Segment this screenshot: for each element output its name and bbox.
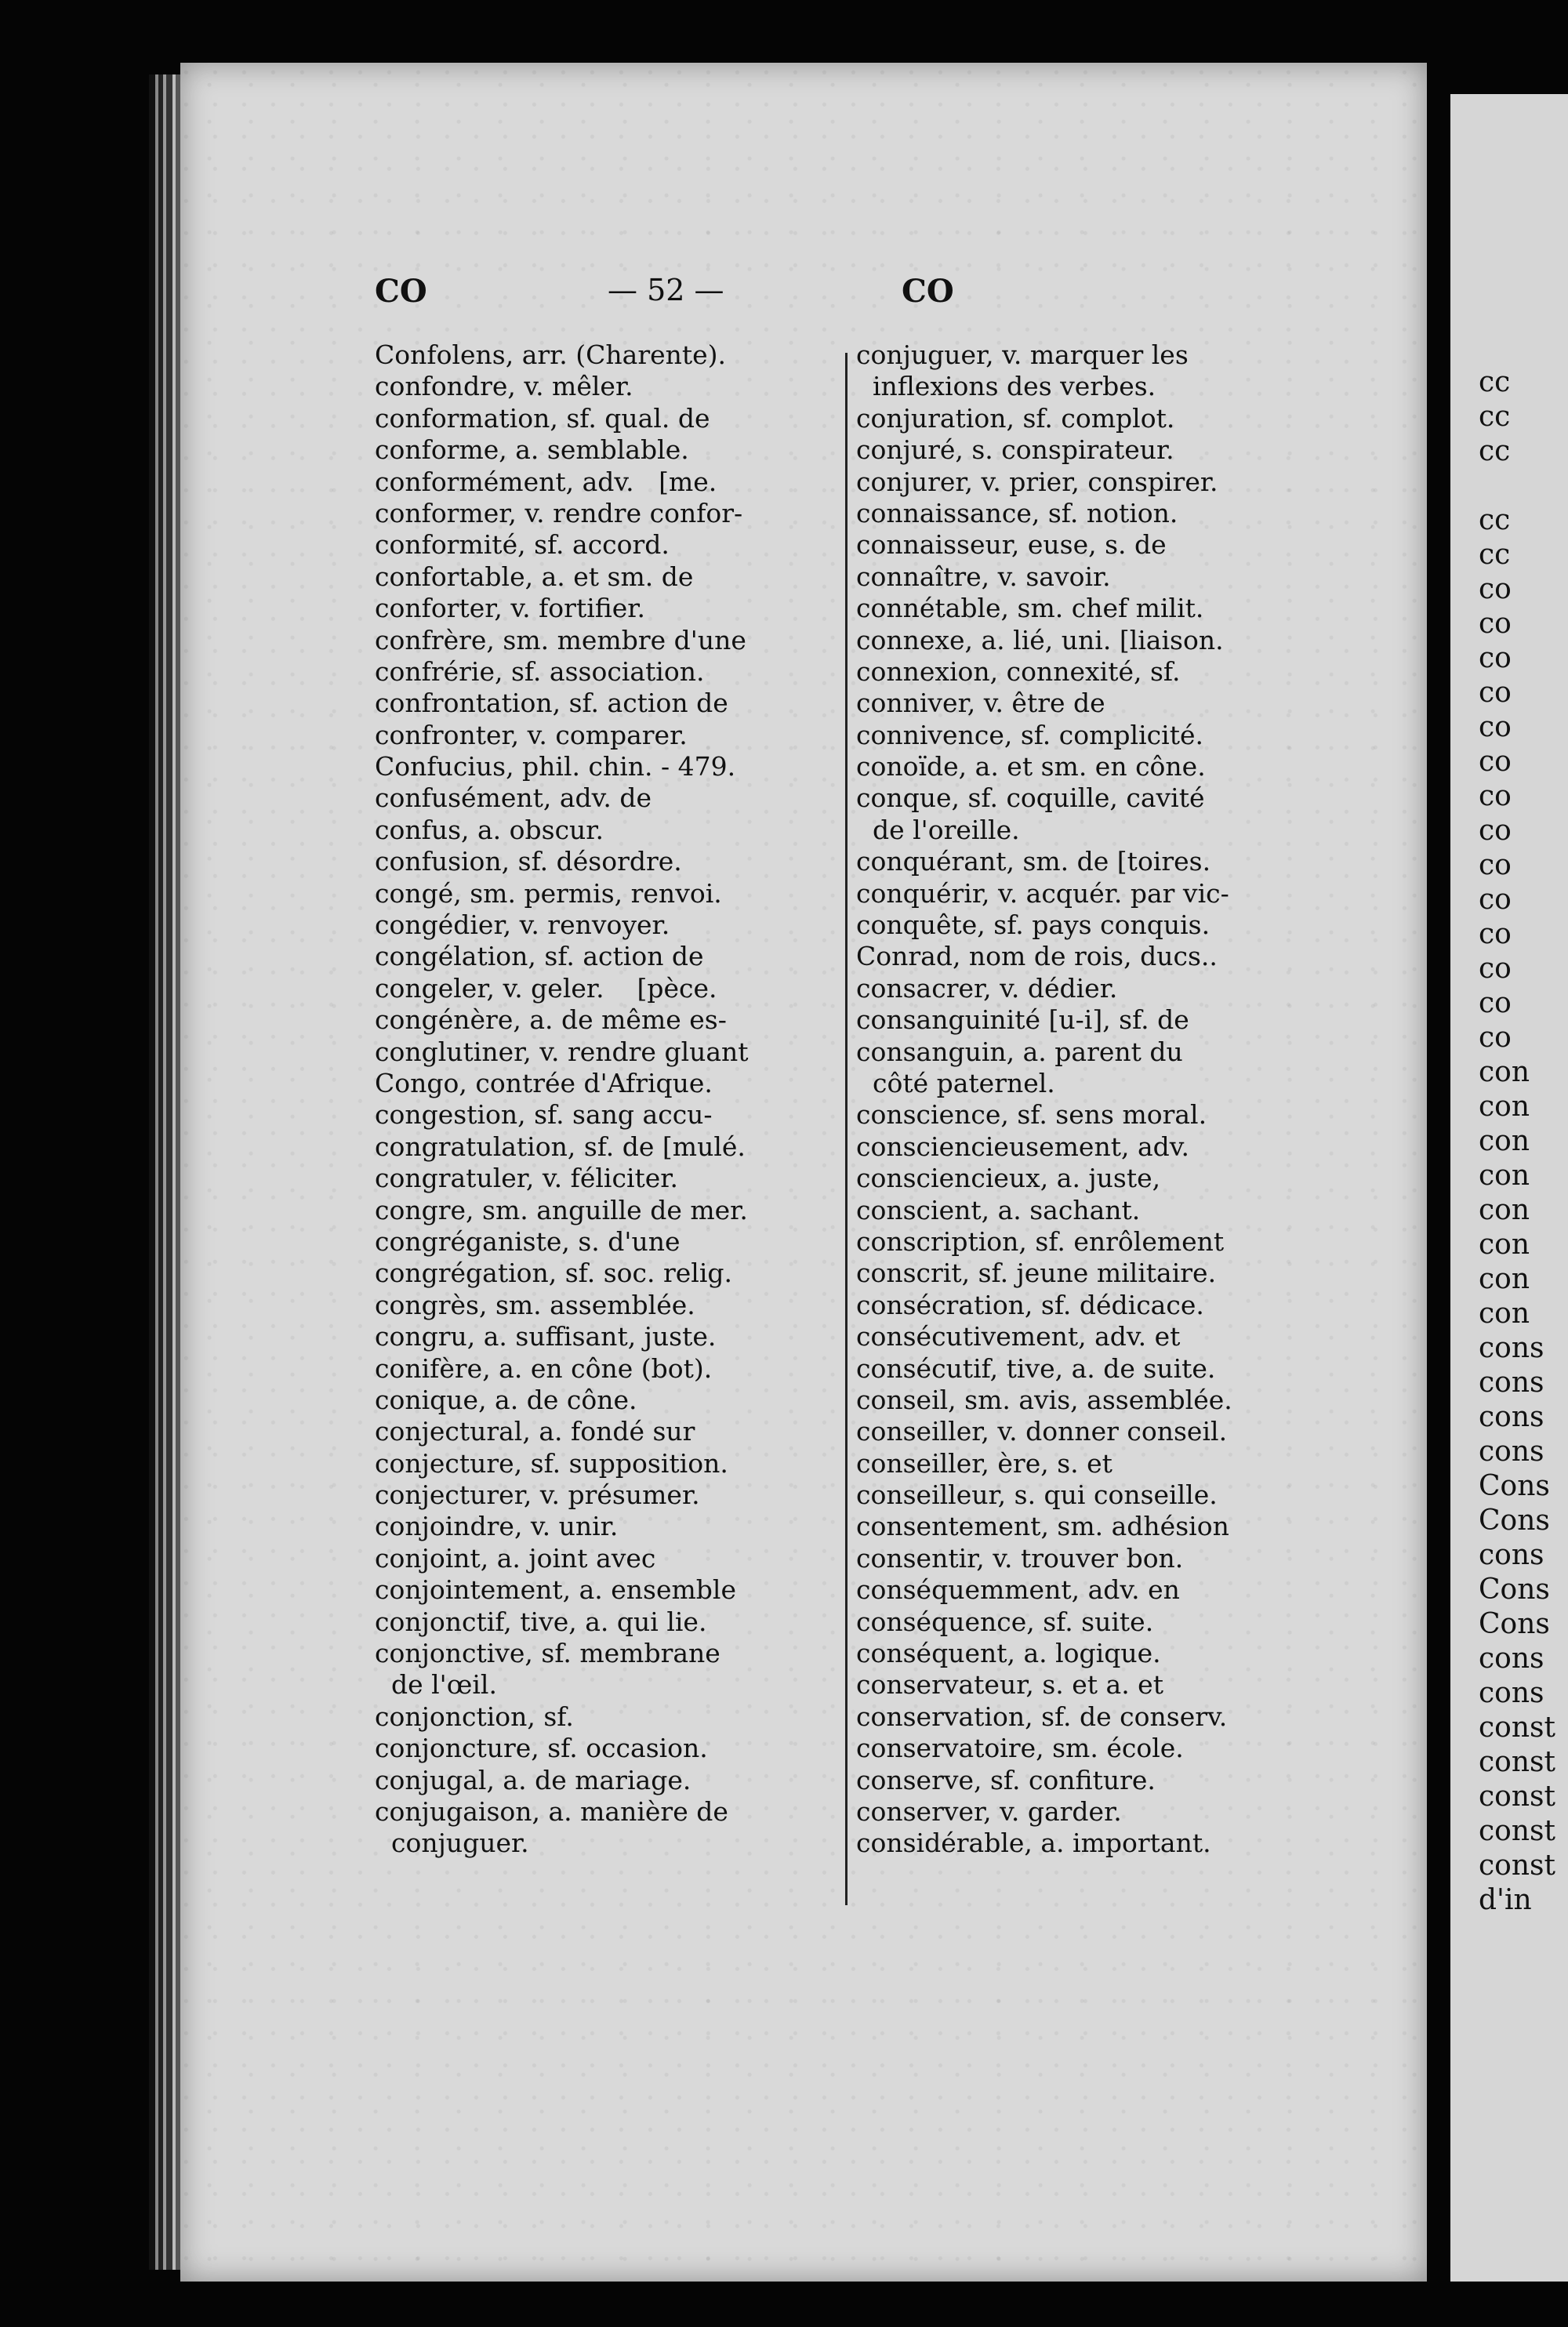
dictionary-entry-line: conjecture, sf. supposition. (375, 1447, 728, 1479)
dictionary-entry-line: congréganiste, s. d'une (375, 1225, 681, 1257)
left-column (375, 339, 837, 1860)
facing-page-line: con (1479, 1091, 1530, 1123)
dictionary-entry-line: conseil, sm. avis, assemblée. (856, 1384, 1232, 1415)
facing-page-line: co (1479, 780, 1512, 812)
dictionary-entry-line: conséquent, a. logique. (856, 1638, 1161, 1669)
dictionary-entry-line: congélation, sf. action de (375, 941, 704, 972)
page-header (0, 273, 1568, 328)
dictionary-entry-line: Confucius, phil. chin. - 479. (375, 751, 736, 782)
dictionary-entry-line: confronter, v. comparer. (375, 719, 688, 750)
dictionary-entry-line: confrère, sm. membre d'une (375, 624, 746, 655)
facing-page-line: Cons (1479, 1608, 1550, 1640)
dictionary-entry-line: conique, a. de cône. (375, 1384, 637, 1415)
facing-page-line: d'in (1479, 1884, 1532, 1916)
dictionary-entry-line: conjuré, s. conspirateur. (856, 434, 1174, 466)
dictionary-entry-line: conservateur, s. et a. et (856, 1669, 1163, 1701)
dictionary-entry-line: consciencieusement, adv. (856, 1131, 1189, 1162)
facing-page-line: co (1479, 918, 1512, 950)
dictionary-entry-line: conscription, sf. enrôlement (856, 1225, 1225, 1257)
dictionary-entry-line: conjoint, a. joint avec (375, 1542, 656, 1574)
facing-page-line: co (1479, 953, 1512, 985)
facing-page-line: con (1479, 1263, 1530, 1295)
facing-page-line: con (1479, 1125, 1530, 1157)
dictionary-entry-line: conjuguer. (375, 1828, 529, 1859)
dictionary-entry-line: conscience, sf. sens moral. (856, 1099, 1207, 1131)
dictionary-entry-line: consanguinité [u-i], sf. de (856, 1004, 1189, 1036)
dictionary-entry-line: conifère, a. en cône (bot). (375, 1352, 713, 1384)
header-left-guide: CO (375, 273, 427, 310)
dictionary-entry-line: conformation, sf. qual. de (375, 402, 710, 434)
facing-page-line: cons (1479, 1401, 1544, 1433)
dictionary-entry-line: confus, a. obscur. (375, 814, 604, 845)
dictionary-entry-line: consentement, sm. adhésion (856, 1511, 1229, 1542)
facing-page-line: cc (1479, 366, 1511, 398)
dictionary-entry-line: conscient, a. sachant. (856, 1194, 1141, 1225)
facing-page-line: Cons (1479, 1505, 1550, 1537)
dictionary-entry-line: conseiller, v. donner conseil. (856, 1416, 1228, 1447)
dictionary-entry-line: conque, sf. coquille, cavité (856, 782, 1205, 814)
dictionary-entry-line: Congo, contrée d'Afrique. (375, 1067, 713, 1098)
dictionary-entry-line: Confolens, arr. (Charente). (375, 339, 727, 370)
dictionary-entry-line: congeler, v. geler. [pèce. (375, 972, 717, 1004)
facing-page-line: Cons (1479, 1470, 1550, 1502)
dictionary-entry-line: congratuler, v. féliciter. (375, 1163, 678, 1194)
dictionary-entry-line: conglutiner, v. rendre gluant (375, 1036, 749, 1067)
facing-page-line: con (1479, 1229, 1530, 1261)
facing-page-line: co (1479, 642, 1512, 674)
facing-page-line: co (1479, 849, 1512, 881)
facing-page-line (1479, 464, 1555, 499)
dictionary-entry-line: confrérie, sf. association. (375, 655, 705, 687)
facing-page-fragment (1450, 94, 1568, 2282)
dictionary-entry-line: consacrer, v. dédier. (856, 972, 1118, 1004)
dictionary-entry-line: congédier, v. renvoyer. (375, 909, 670, 941)
dictionary-entry-line: confrontation, sf. action de (375, 688, 728, 719)
dictionary-entry-line: confortable, a. et sm. de (375, 561, 694, 592)
dictionary-entry-line: conjoindre, v. unir. (375, 1511, 619, 1542)
facing-page-line: co (1479, 884, 1512, 916)
dictionary-entry-line: confusion, sf. désordre. (375, 846, 682, 877)
facing-page-text (1479, 361, 1555, 1916)
facing-page-line: con (1479, 1298, 1530, 1330)
dictionary-entry-line: conjuration, sf. complot. (856, 402, 1175, 434)
facing-page-line: cons (1479, 1539, 1544, 1571)
dictionary-entry-line: conjonctif, tive, a. qui lie. (375, 1606, 707, 1637)
facing-page-line: const (1479, 1850, 1555, 1882)
dictionary-entry-line: consanguin, a. parent du (856, 1036, 1183, 1067)
dictionary-entry-line: conquérir, v. acquér. par vic- (856, 877, 1229, 909)
right-column (856, 339, 1327, 1860)
dictionary-entry-line: conjoncture, sf. occasion. (375, 1733, 708, 1764)
header-right-guide: CO (902, 273, 954, 310)
dictionary-entry-line: conjuguer, v. marquer les (856, 339, 1189, 370)
facing-page-line: const (1479, 1781, 1555, 1813)
facing-page-line: co (1479, 608, 1512, 640)
facing-page-line: const (1479, 1712, 1555, 1744)
dictionary-entry-line: congrès, sm. assemblée. (375, 1289, 695, 1320)
facing-page-line: co (1479, 677, 1512, 709)
dictionary-entry-line: conjugal, a. de mariage. (375, 1764, 691, 1795)
facing-page-line: cc (1479, 401, 1511, 433)
facing-page-line: cc (1479, 539, 1511, 571)
facing-page-line: cons (1479, 1367, 1544, 1399)
dictionary-entry-line: connaissance, sf. notion. (856, 497, 1178, 528)
page-number: — 52 — (608, 273, 724, 307)
facing-page-line: cons (1479, 1332, 1544, 1364)
dictionary-entry-line: conséquence, sf. suite. (856, 1606, 1154, 1637)
dictionary-entry-line: conserver, v. garder. (856, 1795, 1122, 1827)
dictionary-entry-line: conserve, sf. confiture. (856, 1764, 1156, 1795)
dictionary-entry-line: conjointement, a. ensemble (375, 1574, 737, 1606)
facing-page-line: con (1479, 1056, 1530, 1088)
facing-page-line: co (1479, 573, 1512, 605)
facing-page-line: co (1479, 815, 1512, 847)
dictionary-entry-line: conformer, v. rendre confor- (375, 497, 743, 528)
dictionary-entry-line: conservatoire, sm. école. (856, 1733, 1184, 1764)
dictionary-entry-line: congrégation, sf. soc. relig. (375, 1258, 732, 1289)
facing-page-line: co (1479, 746, 1512, 778)
dictionary-entry-line: congé, sm. permis, renvoi. (375, 877, 722, 909)
column-divider (845, 353, 848, 1905)
dictionary-entry-line: côté paternel. (856, 1067, 1055, 1098)
facing-page-line: co (1479, 1022, 1512, 1054)
dictionary-entry-line: confondre, v. mêler. (375, 371, 633, 402)
dictionary-entry-line: congestion, sf. sang accu- (375, 1099, 713, 1131)
dictionary-entry-line: conséquemment, adv. en (856, 1574, 1180, 1606)
dictionary-entry-line: congratulation, sf. de [mulé. (375, 1131, 746, 1162)
facing-page-line: con (1479, 1194, 1530, 1226)
dictionary-entry-line: Conrad, nom de rois, ducs.. (856, 941, 1218, 972)
dictionary-entry-line: conjonctive, sf. membrane (375, 1638, 720, 1669)
facing-page-line: Cons (1479, 1574, 1550, 1606)
dictionary-entry-line: conscrit, sf. jeune militaire. (856, 1258, 1217, 1289)
dictionary-entry-line: connaître, v. savoir. (856, 561, 1111, 592)
dictionary-entry-line: conoïde, a. et sm. en cône. (856, 751, 1206, 782)
dictionary-entry-line: inflexions des verbes. (856, 371, 1156, 402)
dictionary-entry-line: conformité, sf. accord. (375, 529, 670, 561)
facing-page-line: cons (1479, 1677, 1544, 1709)
dictionary-entry-line: conjonction, sf. (375, 1701, 574, 1732)
facing-page-line: cc (1479, 435, 1511, 467)
dictionary-entry-line: conservation, sf. de conserv. (856, 1701, 1228, 1732)
dictionary-entry-line: conforme, a. semblable. (375, 434, 689, 466)
facing-page-line: con (1479, 1160, 1530, 1192)
facing-page-line: cons (1479, 1436, 1544, 1468)
dictionary-entry-line: de l'œil. (375, 1669, 497, 1701)
dictionary-entry-line: consécration, sf. dédicace. (856, 1289, 1204, 1320)
facing-page-line: co (1479, 987, 1512, 1019)
dictionary-entry-line: consciencieux, a. juste, (856, 1163, 1161, 1194)
facing-page-line: cons (1479, 1643, 1544, 1675)
dictionary-entry-line: consécutivement, adv. et (856, 1321, 1181, 1352)
dictionary-entry-line: connivence, sf. complicité. (856, 719, 1203, 750)
dictionary-entry-line: consentir, v. trouver bon. (856, 1542, 1184, 1574)
dictionary-entry-line: conforter, v. fortifier. (375, 593, 645, 624)
dictionary-entry-line: conjugaison, a. manière de (375, 1795, 728, 1827)
dictionary-entry-line: connétable, sm. chef milit. (856, 593, 1204, 624)
dictionary-entry-line: conquête, sf. pays conquis. (856, 909, 1210, 941)
dictionary-entry-line: conseiller, ère, s. et (856, 1447, 1112, 1479)
dictionary-entry-line: connexion, connexité, sf. (856, 655, 1181, 687)
dictionary-entry-line: congre, sm. anguille de mer. (375, 1194, 748, 1225)
facing-page-line: co (1479, 711, 1512, 743)
dictionary-entry-line: congénère, a. de même es- (375, 1004, 727, 1036)
dictionary-entry-line: confusément, adv. de (375, 782, 652, 814)
dictionary-entry-line: conformément, adv. [me. (375, 466, 717, 497)
dictionary-entry-line: conjectural, a. fondé sur (375, 1416, 695, 1447)
dictionary-entry-line: connexe, a. lié, uni. [liaison. (856, 624, 1224, 655)
dictionary-entry-line: connaisseur, euse, s. de (856, 529, 1167, 561)
dictionary-entry-line: conseilleur, s. qui conseille. (856, 1479, 1218, 1511)
dictionary-entry-line: congru, a. suffisant, juste. (375, 1321, 717, 1352)
dictionary-entry-line: de l'oreille. (856, 814, 1020, 845)
facing-page-line: const (1479, 1815, 1555, 1847)
facing-page-line: const (1479, 1746, 1555, 1778)
dictionary-entry-line: conjurer, v. prier, conspirer. (856, 466, 1218, 497)
dictionary-entry-line: consécutif, tive, a. de suite. (856, 1352, 1216, 1384)
dictionary-entry-line: considérable, a. important. (856, 1828, 1211, 1859)
dictionary-entry-line: conjecturer, v. présumer. (375, 1479, 700, 1511)
dictionary-entry-line: conquérant, sm. de [toires. (856, 846, 1211, 877)
facing-page-line: cc (1479, 504, 1511, 536)
dictionary-entry-line: conniver, v. être de (856, 688, 1105, 719)
